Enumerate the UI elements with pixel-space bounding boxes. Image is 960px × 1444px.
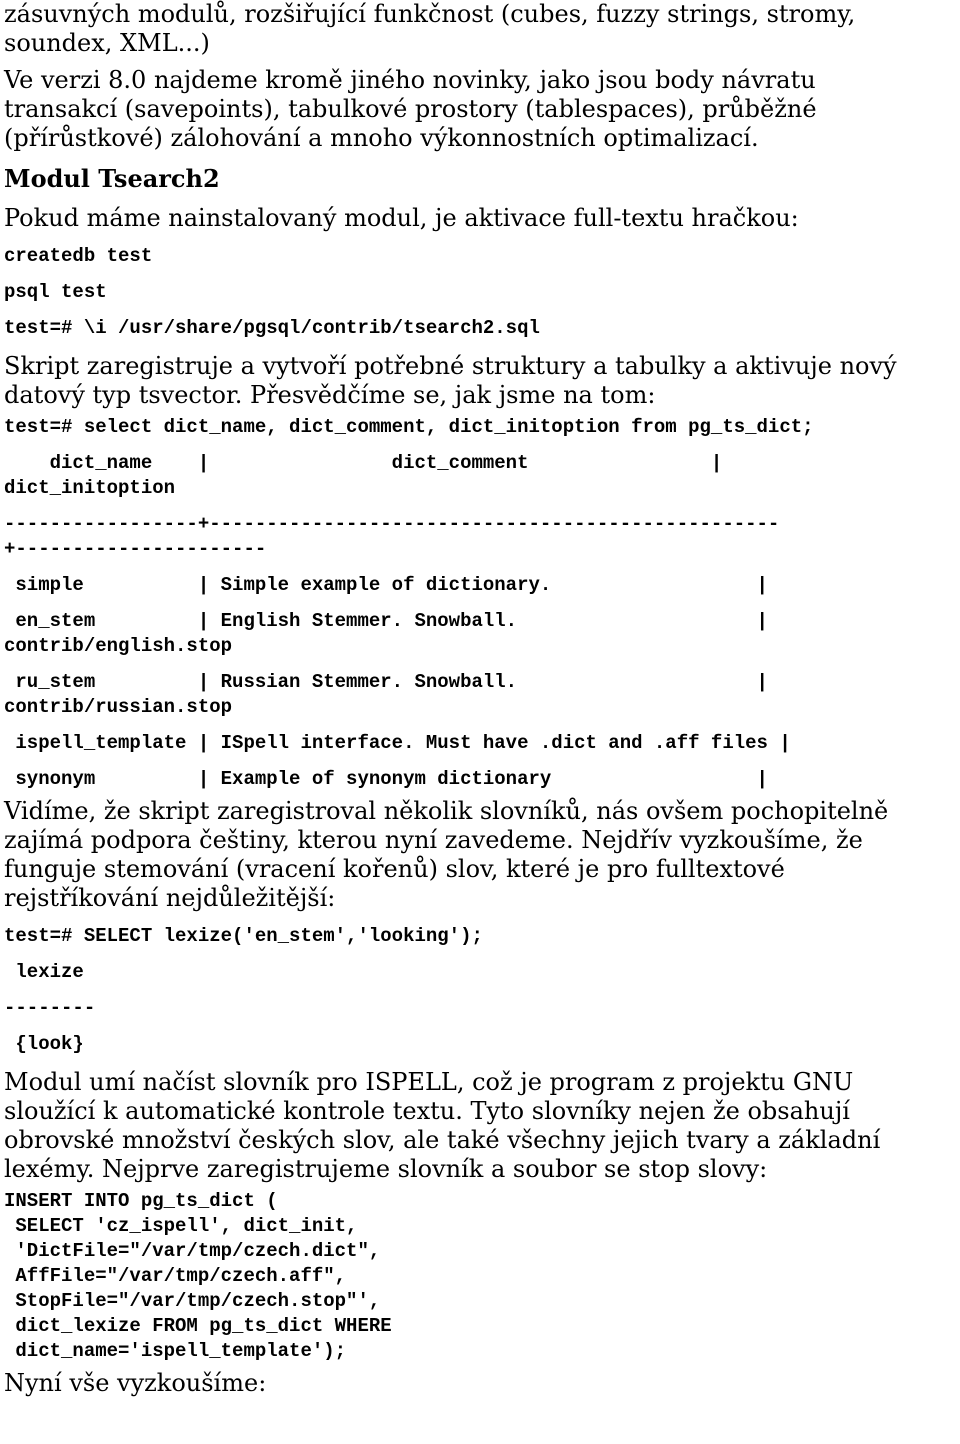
text-line: Modul umí načíst slovník pro ISPELL, což je program z projektu GNU (4, 1068, 854, 1096)
text-line: rejstříkování nejdůležitější: (4, 884, 336, 912)
code-line: psql test (4, 281, 107, 303)
text-line: lexémy. Nejprve zaregistrujeme slovník a soubor se stop slovy: (4, 1155, 768, 1183)
dictionary-table-output (4, 451, 960, 792)
code-line: dict_lexize FROM pg_ts_dict WHERE (4, 1315, 392, 1337)
script-paragraph (4, 352, 960, 410)
code-line: INSERT INTO pg_ts_dict ( (4, 1190, 278, 1212)
insert-code-block (4, 1189, 960, 1364)
version-paragraph (4, 66, 960, 153)
intro-paragraph (4, 0, 960, 58)
install-paragraph: Pokud máme nainstalovaný modul, je aktivace full-textu hračkou: (4, 204, 799, 232)
code-line: test=# select dict_name, dict_comment, dict_initoption from pg_ts_dict; (4, 416, 814, 438)
table-row: synonym | Example of synonym dictionary | (4, 768, 768, 790)
text-line: obrovské množství českých slov, ale také všechny jejich tvary a základní (4, 1126, 881, 1154)
code-line: -------- (4, 997, 96, 1019)
table-header: dict_initoption (4, 477, 176, 499)
text-line: Ve verzi 8.0 najdeme kromě jiného novinky, jako jsou body návratu (4, 66, 816, 94)
section-heading: Modul Tsearch2 (4, 164, 220, 193)
code-line: lexize (4, 961, 84, 983)
code-line: test=# SELECT lexize('en_stem','looking'); (4, 925, 483, 947)
code-line: test=# \i /usr/share/pgsql/contrib/tsearch2.sql (4, 317, 540, 339)
code-line: dict_name='ispell_template'); (4, 1340, 347, 1362)
text-line: datový typ tsvector. Přesvědčíme se, jak jsme na tom: (4, 381, 656, 409)
table-row: simple | Simple example of dictionary. | (4, 574, 768, 596)
table-row: en_stem | English Stemmer. Snowball. | (4, 610, 768, 632)
table-header: dict_name | dict_comment | (4, 452, 723, 474)
code-line: 'DictFile="/var/tmp/czech.dict", (4, 1240, 381, 1262)
code-line: AffFile="/var/tmp/czech.aff", (4, 1265, 347, 1287)
code-line: SELECT 'cz_ispell', dict_init, (4, 1215, 358, 1237)
text-line: zásuvných modulů, rozšiřující funkčnost (cubes, fuzzy strings, stromy, (4, 0, 856, 28)
table-separator: +---------------------- (4, 538, 267, 560)
table-row: contrib/russian.stop (4, 696, 233, 718)
table-row: ru_stem | Russian Stemmer. Snowball. | (4, 671, 768, 693)
text-line: (přírůstkové) zálohování a mnoho výkonnostních optimalizací. (4, 124, 759, 152)
ispell-paragraph (4, 1068, 960, 1184)
table-separator: -----------------+-------------------------------------------------- (4, 513, 780, 535)
code-line: createdb test (4, 245, 153, 267)
text-line: soundex, XML...) (4, 29, 210, 57)
code-line: StopFile="/var/tmp/czech.stop"', (4, 1290, 381, 1312)
code-line: {look} (4, 1033, 84, 1055)
text-line: Vidíme, že skript zaregistroval několik slovníků, nás ovšem pochopitelně (4, 797, 889, 825)
final-paragraph: Nyní vše vyzkoušíme: (4, 1369, 267, 1397)
table-row: ispell_template | ISpell interface. Must have .dict and .aff files | (4, 732, 791, 754)
table-row: contrib/english.stop (4, 635, 233, 657)
text-line: sloužící k automatické kontrole textu. Tyto slovníky nejen že obsahují (4, 1097, 850, 1125)
text-line: Skript zaregistruje a vytvoří potřebné struktury a tabulky a aktivuje nový (4, 352, 897, 380)
text-line: transakcí (savepoints), tabulkové prostory (tablespaces), průběžné (4, 95, 817, 123)
stemming-paragraph (4, 797, 960, 913)
text-line: zajímá podpora češtiny, kterou nyní zavedeme. Nejdřív vyzkoušíme, že (4, 826, 863, 854)
text-line: funguje stemování (vracení kořenů) slov, které je pro fulltextové (4, 855, 785, 883)
